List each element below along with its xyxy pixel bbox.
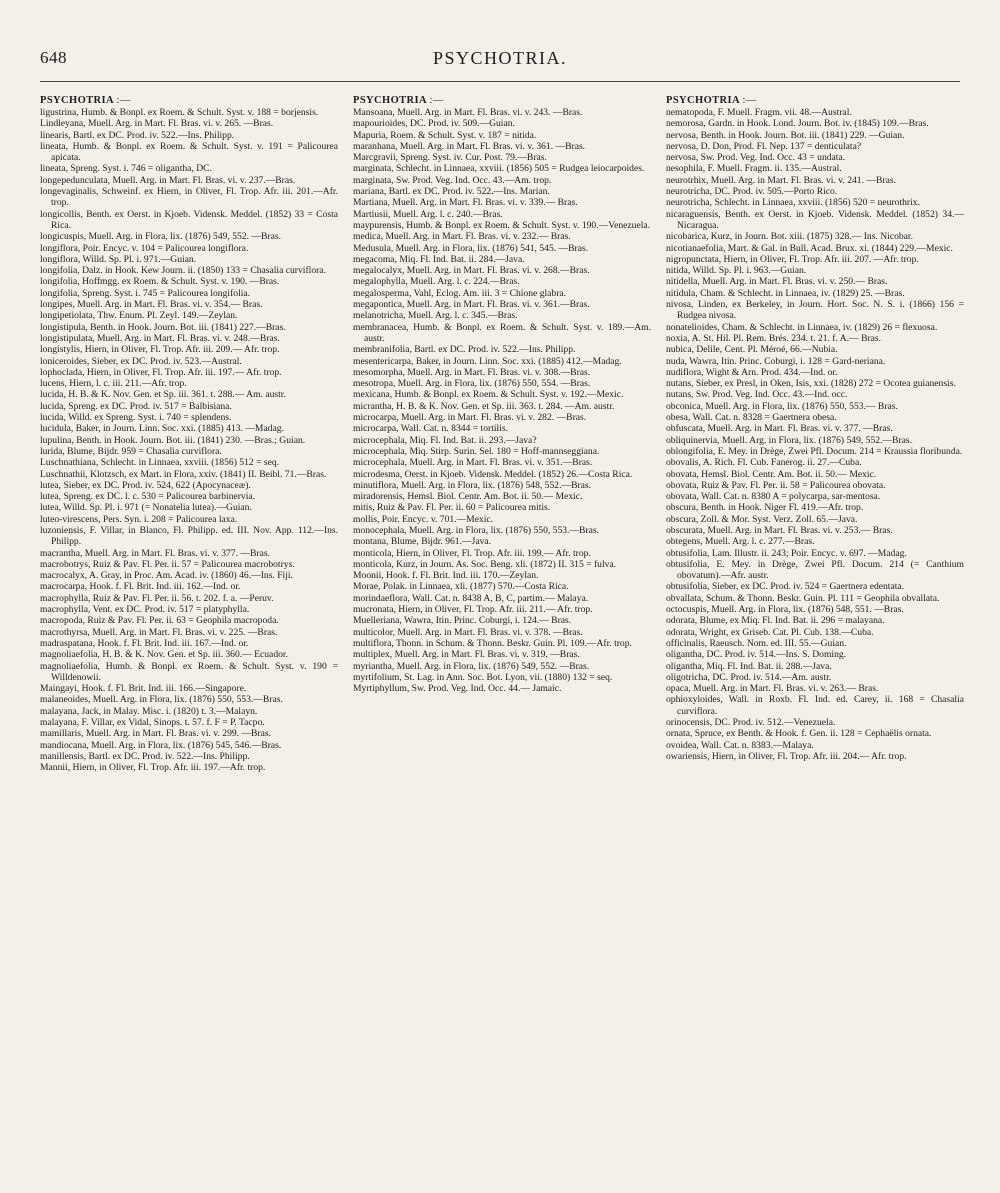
index-entry: myriantha, Muell. Arg. in Flora, lix. (1876) 549, 552. —Bras. xyxy=(353,660,590,672)
index-entry: membranacea, Humb. & Bonpl. ex Roem. & Schult. Syst. v. 189.—Am. austr. xyxy=(353,321,651,344)
index-entry: ligustrina, Humb. & Bonpl. ex Roem. & Schult. Syst. v. 188 = borjensis. xyxy=(40,107,319,118)
index-entry: obovata, Wall. Cat. n. 8380 A = polycarpa, sar-mentosa. xyxy=(666,491,881,503)
index-entry: obtegens, Muell. Arg. l. c. 277.—Bras. xyxy=(666,536,815,548)
index-entry: oligantha, DC. Prod. iv. 514.—Ins. S. Doming. xyxy=(666,649,847,661)
index-entry: nervosa, D. Don, Prod. Fl. Nep. 137 = denticulata? xyxy=(666,140,862,152)
index-entry: longistipula, Benth. in Hook. Journ. Bot. iii. (1841) 227.—Bras. xyxy=(40,321,286,333)
index-entry: longiflora, Poir. Encyc. v. 104 = Palicourea longiflora. xyxy=(40,242,249,254)
index-entry: melanotricha, Muell. Arg. l. c. 345.—Bras. xyxy=(353,310,518,322)
index-entry: macrocarpa, Hook. f. Fl. Brit. Ind. iii. 162.—Ind. or. xyxy=(40,581,241,593)
index-entry: medica, Muell. Arg. in Mart. Fl. Bras. vi. v. 232.— Bras. xyxy=(353,231,571,243)
index-entry: longifolia, Hoffmgg. ex Roem. & Schult. Syst. v. 190. —Bras. xyxy=(40,276,280,288)
index-entry: microcephala, Miq. Stirp. Surin. Sel. 180 = Hoff-mannseggiana. xyxy=(353,445,600,457)
index-entry: owariensis, Hiern, in Oliver, Fl. Trop. Afr. iii. 204.— Afr. trop. xyxy=(666,750,907,762)
index-entry: nonatelioides, Cham. & Schlecht. in Linnaea, iv. (1829) 26 = flexuosa. xyxy=(666,321,938,333)
index-entry: nesophila, F. Muell. Fragm. ii. 135.—Austral. xyxy=(666,163,842,175)
index-entry: macropoda, Ruiz & Pav. Fl. Per. ii. 63 = Geophila macropoda. xyxy=(40,615,279,627)
column-heading-separator: :— xyxy=(742,95,757,106)
index-entry: monticola, Kurz, in Journ. As. Soc. Beng. xli. (1872) II. 315 = fulva. xyxy=(353,558,617,570)
index-entry: Muelleriana, Wawra, Itin. Princ. Coburgi, i. 124.— Bras. xyxy=(353,615,572,627)
index-entry: lurida, Blume, Bijdr. 959 = Chasalia curviflora. xyxy=(40,445,222,457)
index-entry: nitidula, Cham. & Schlecht. in Linnaea, iv. (1829) 25. —Bras. xyxy=(666,287,905,299)
index-entry: mariana, Bartl. ex DC. Prod. iv. 522.—Ins. Marian. xyxy=(353,186,550,198)
index-entry: macrothyrsa, Muell. Arg. in Mart. Fl. Bras. vi. v. 225. —Bras. xyxy=(40,626,278,638)
index-entry: Luschnathii, Klotzsch, ex Mart. in Flora, xxiv. (1841) II. Beibl. 71.—Bras. xyxy=(40,468,327,480)
index-entry: nervosa, Sw. Prod. Veg. Ind. Occ. 43 = undata. xyxy=(666,152,846,164)
index-entry: minutiflora, Muell. Arg. in Flora, lix. (1876) 548, 552.—Bras. xyxy=(353,479,592,491)
index-entry: megalocalyx, Muell. Arg. in Mart. Fl. Bras. vi. v. 268.—Bras. xyxy=(353,265,590,277)
index-entry: monticola, Hiern, in Oliver, Fl. Trop. Afr. iii. 199.— Afr. trop. xyxy=(353,547,591,559)
index-entry: manillensis, Bartl. ex DC. Prod. iv. 522.—Ins. Philipp. xyxy=(40,750,250,762)
index-entry: nitidella, Muell. Arg. in Mart. Fl. Bras. vi. v. 250.— Bras. xyxy=(666,276,888,288)
index-entry: myrtifolium, St. Lag. in Ann. Soc. Bot. Lyon, vii. (1880) 132 = seq. xyxy=(353,671,613,683)
index-entry: obliquinervia, Muell. Arg. in Flora, lix. (1876) 549, 552.—Bras. xyxy=(666,434,913,446)
index-entry: ornata, Spruce, ex Benth. & Hook. f. Gen. ii. 128 = Cephaëlis ornata. xyxy=(666,728,932,740)
index-entry: nitida, Willd. Sp. Pl. i. 963.—Guian. xyxy=(666,265,807,277)
index-entry: macrophylla, Vent. ex DC. Prod. iv. 517 = platyphylla. xyxy=(40,604,250,616)
index-entry: obscura, Benth. in Hook. Niger Fl. 419.—Afr. trop. xyxy=(666,502,864,514)
index-entry: marginata, Sw. Prod. Veg. Ind. Occ. 43.—Am. trop. xyxy=(353,174,552,186)
index-entry: lutea, Spreng. ex DC. l. c. 530 = Palicourea barbinervia. xyxy=(40,491,256,503)
column-heading-genus: PSYCHOTRIA xyxy=(353,95,427,106)
index-entry: mucronata, Hiern, in Oliver, Fl. Trop. Afr. iii. 211.— Afr. trop. xyxy=(353,604,593,616)
index-entry: obtusifolia, Sieber, ex DC. Prod. iv. 524 = Gaertnera edentata. xyxy=(666,581,905,593)
column-heading xyxy=(40,95,338,107)
index-entry: obovata, Ruiz & Pav. Fl. Per. ii. 58 = Palicourea obovata. xyxy=(666,479,886,491)
index-entry: nicotianaefolia, Mart. & Gal. in Bull. Acad. Brux. xi. (1844) 229.—Mexic. xyxy=(666,242,953,254)
index-entry: monocephala, Muell. Arg. in Flora, lix. (1876) 550, 553.—Bras. xyxy=(353,524,600,536)
index-entry: lophoclada, Hiern, in Oliver, Fl. Trop. Afr. iii. 197.— Afr. trop. xyxy=(40,366,282,378)
index-entry: macrocalyx, A. Gray, in Proc. Am. Acad. iv. (1860) 46.—Ins. Fiji. xyxy=(40,570,293,582)
index-entry: nubica, Delile, Cent. Pl. Méroé, 66.—Nubia. xyxy=(666,344,838,356)
entry-list xyxy=(40,107,338,774)
column-heading xyxy=(353,95,651,107)
index-entry: macrophylla, Ruiz & Pav. Fl. Per. ii. 56. t. 202. f. a. —Peruv. xyxy=(40,592,274,604)
index-entry: ovoidea, Wall. Cat. n. 8383.—Malaya. xyxy=(666,739,814,751)
index-entry: mamillaris, Muell. Arg. in Mart. Fl. Bras. vi. v. 299. —Bras. xyxy=(40,728,272,740)
index-entry: longistipulata, Muell. Arg. in Mart. Fl. Bras. vi. v. 248.—Bras. xyxy=(40,332,280,344)
index-entry: longepedunculata, Muell. Arg. in Mart. Fl. Bras. vi. v. 237.—Bras. xyxy=(40,174,296,186)
index-entry: neurotricha, Schlecht. in Linnaea, xxviii. (1856) 520 = neurothrix. xyxy=(666,197,920,209)
index-entry: multiplex, Muell. Arg. in Mart. Fl. Bras. vi. v. 319. —Bras. xyxy=(353,649,580,661)
index-entry: oligotricha, DC. Prod. iv. 514.—Am. austr. xyxy=(666,671,832,683)
index-entry: lucens, Hiern, l. c. iii. 211.—Afr. trop. xyxy=(40,378,187,390)
index-entry: mexicana, Humb. & Bonpl. ex Roem. & Schult. Syst. v. 192.—Mexic. xyxy=(353,389,624,401)
index-entry: obovata, Hemsl. Biol. Centr. Am. Bot. ii. 50.— Mexic. xyxy=(666,468,877,480)
index-entry: morindaeflora, Wall. Cat. n. 8438 A, B, C, partim.— Malaya. xyxy=(353,592,589,604)
index-entry: marginata, Schlecht. in Linnaea, xxviii. (1856) 505 = Rudgea leiocarpoides. xyxy=(353,163,645,175)
column-heading xyxy=(666,95,964,107)
index-entry: nivosa, Linden, ex Berkeley, in Journ. Hort. Soc. N. S. i. (1866) 156 = Rudgea nivosa. xyxy=(666,299,964,322)
index-entry: membranifolia, Bartl. ex DC. Prod. iv. 522.—Ins. Philipp. xyxy=(353,344,576,356)
index-entry: ophioxyloides, Wall. in Roxb. Fl. Ind. ed. Carey, ii. 168 = Chasalia curviflora. xyxy=(666,694,964,717)
index-column-3 xyxy=(666,95,964,762)
index-entry: maranhana, Muell. Arg. in Mart. Fl. Bras. vi. v. 361. —Bras. xyxy=(353,140,586,152)
index-entry: oblongifolia, E. Mey. in Drège, Zwei Pfl. Docum. 214 = Kraussia floribunda. xyxy=(666,445,963,457)
index-entry: Mannii, Hiern, in Oliver, Fl. Trop. Afr. iii. 197.—Afr. trop. xyxy=(40,762,266,774)
index-entry: magnoliaefolia, Humb. & Bonpl. ex Roem. & Schult. Syst. v. 190 = Willdenowii. xyxy=(40,660,338,683)
index-entry: microdesma, Oerst. in Kjoeb. Vidensk. Meddel. (1852) 26.—Costa Rica. xyxy=(353,468,633,480)
index-entry: obovalis, A. Rich. Fl. Cub. Fanerog. ii. 27.—Cuba. xyxy=(666,457,862,469)
column-heading-genus: PSYCHOTRIA xyxy=(666,95,740,106)
index-entry: odorata, Blume, ex Miq. Fl. Ind. Bat. ii. 296 = malayana. xyxy=(666,615,885,627)
index-entry: obtusifolia, E. Mey. in Drège, Zwei Pfl. Docum. 214 (= Canthium obovatum).—Afr. austr. xyxy=(666,558,964,582)
index-entry: megalophylla, Muell. Arg. l. c. 224.—Bras. xyxy=(353,276,520,288)
index-entry: nudiflora, Wight & Arn. Prod. 434.—Ind. or. xyxy=(666,366,838,378)
index-entry: longevaginalis, Schweinf. ex Hiern, in Oliver, Fl. Trop. Afr. iii. 201.—Afr. trop. xyxy=(40,186,338,209)
index-entry: megapontica, Muell. Arg. in Mart. Fl. Bras. vi. v. 361.—Bras. xyxy=(353,299,590,311)
index-entry: lutea, Willd. Sp. Pl. i. 971 (= Nonatelia lutea).—Guian. xyxy=(40,502,252,514)
index-entry: micrantha, H. B. & K. Nov. Gen. et Sp. iii. 363. t. 284. —Am. austr. xyxy=(353,400,615,412)
index-entry: maypurensis, Humb. & Bonpl. ex Roem. & Schult. Syst. v. 190.—Venezuela. xyxy=(353,219,651,231)
index-entry: oligantha, Miq. Fl. Ind. Bat. ii. 288.—Java. xyxy=(666,660,832,672)
index-entry: nicobarica, Kurz, in Journ. Bot. xiii. (1875) 328.— Ins. Nicobar. xyxy=(666,231,913,243)
index-entry: obscurata, Muell. Arg. in Mart. Fl. Bras. vi. v. 253.— Bras. xyxy=(666,524,893,536)
index-entry: neurotricha, DC. Prod. iv. 505.—Porto Rico. xyxy=(666,186,838,198)
index-entry: malaneoides, Muell. Arg. in Flora, lix. (1876) 550, 553.—Bras. xyxy=(40,694,283,706)
entry-list xyxy=(666,107,964,762)
column-heading-separator: :— xyxy=(429,95,444,106)
index-entry: microcarpa, Muell. Arg. in Mart. Fl. Bras. vi. v. 282. —Bras. xyxy=(353,412,587,424)
index-entry: longistylis, Hiern, in Oliver, Fl. Trop. Afr. iii. 209.— Afr. trop. xyxy=(40,344,280,356)
index-entry: opaca, Muell. Arg. in Mart. Fl. Bras. vi. v. 263.— Bras. xyxy=(666,683,879,695)
page-header xyxy=(40,48,960,78)
index-entry: neurotrhix, Muell. Arg. in Mart. Fl. Bras. vi. v. 241. —Bras. xyxy=(666,174,896,186)
index-entry: lupulina, Benth. in Hook. Journ. Bot. iii. (1841) 230. —Bras.; Guian. xyxy=(40,434,306,446)
index-entry: obfuscata, Muell. Arg. in Mart. Fl. Bras. vi. v. 377. —Bras. xyxy=(666,423,893,435)
index-entry: nigropunctata, Hiern, in Oliver, Fl. Trop. Afr. iii. 207. —Afr. trop. xyxy=(666,253,919,265)
index-entry: Moonii, Hook. f. Fl. Brit. Ind. iii. 170.—Zeylan. xyxy=(353,570,539,582)
index-entry: magnoliaefolia, H. B. & K. Nov. Gen. et Sp. iii. 360.— Ecuador. xyxy=(40,649,288,661)
index-entry: megalosperma, Vahl, Eclog. Am. iii. 3 = Chione glabra. xyxy=(353,287,567,299)
index-entry: Martiana, Muell. Arg. in Mart. Fl. Bras. vi. v. 339.— Bras. xyxy=(353,197,578,209)
index-entry: nutans, Sw. Prod. Veg. Ind. Occ. 43.—Ind. occ. xyxy=(666,389,848,401)
index-entry: mesentericarpa, Baker, in Journ. Linn. Soc. xxi. (1885) 412.—Madag. xyxy=(353,355,622,367)
index-entry: Lindleyana, Muell. Arg. in Mart. Fl. Bras. vi. v. 265. —Bras. xyxy=(40,118,274,130)
index-column-2 xyxy=(353,95,651,694)
index-entry: Martiusii, Muell. Arg. l. c. 240.—Bras. xyxy=(353,208,503,220)
index-entry: nemorosa, Gardn. in Hook. Lond. Journ. Bot. iv. (1845) 109.—Bras. xyxy=(666,118,929,130)
index-entry: montana, Blume, Bijdr. 961.—Java. xyxy=(353,536,492,548)
index-entry: mollis, Poir. Encyc. v. 701.—Mexic. xyxy=(353,513,494,525)
index-entry: Myrtiphyllum, Sw. Prod. Veg. Ind. Occ. 44.— Jamaic. xyxy=(353,683,562,695)
index-entry: lucida, Willd. ex Spreng. Syst. i. 740 = splendens. xyxy=(40,412,232,424)
index-entry: linearis, Bartl. ex DC. Prod. iv. 522.—Ins. Philipp. xyxy=(40,129,235,141)
index-entry: obvallata, Schum. & Thonn. Beskr. Guin. Pl. 111 = Geophila obvallata. xyxy=(666,592,940,604)
index-entry: nicaraguensis, Benth. ex Oerst. in Kjoeb. Vidensk. Meddel. (1852) 34.—Nicaragua. xyxy=(666,208,964,231)
index-entry: Maingayi, Hook. f. Fl. Brit. Ind. iii. 166.—Singapore. xyxy=(40,683,247,695)
index-entry: officinalis, Raeusch. Nom. ed. III. 55.—Guian. xyxy=(666,637,847,649)
index-entry: octocuspis, Muell. Arg. in Flora, lix. (1876) 548, 551. —Bras. xyxy=(666,604,904,616)
index-entry: longiflora, Willd. Sp. Pl. i. 971.—Guian. xyxy=(40,253,197,265)
index-entry: multiflora, Thonn. in Schum. & Thonn. Beskr. Guin. Pl. 109.—Afr. trop. xyxy=(353,637,632,649)
index-entry: macrantha, Muell. Arg. in Mart. Fl. Bras. vi. v. 377. —Bras. xyxy=(40,547,270,559)
index-entry: microcephala, Miq. Fl. Ind. Bat. ii. 293.—Java? xyxy=(353,434,537,446)
index-entry: lineata, Spreng. Syst. i. 746 = oligantha, DC. xyxy=(40,163,212,175)
index-entry: luzoniensis, F. Villar, in Blanco, Fl. Philipp. ed. III. Nov. App. 112.—Ins. Philipp. xyxy=(40,524,338,548)
index-entry: obscura, Zoll. & Mor. Syst. Verz. Zoll. 65.—Java. xyxy=(666,513,858,525)
page-number: 648 xyxy=(40,48,67,67)
index-entry: longicollis, Benth. ex Oerst. in Kjoeb. Vidensk. Meddel. (1852) 33 = Costa Rica. xyxy=(40,208,338,231)
index-entry: Mansoana, Muell. Arg. in Mart. Fl. Bras. vi. v. 243. —Bras. xyxy=(353,107,583,118)
index-entry: mesomorpha, Muell. Arg. in Mart. Fl. Bras. vi. v. 308.—Bras. xyxy=(353,366,591,378)
index-entry: Medusula, Muell. Arg. in Flora, lix. (1876) 541, 545. —Bras. xyxy=(353,242,589,254)
index-entry: noxia, A. St. Hil. Pl. Rem. Brés. 234. t. 21. f. A.— Bras. xyxy=(666,332,882,344)
index-entry: lucida, Spreng. ex DC. Prod. iv. 517 = Balbisiana. xyxy=(40,400,232,412)
index-entry: Luschnathiana, Schlecht. in Linnaea, xxviii. (1856) 512 = seq. xyxy=(40,457,280,469)
index-entry: orinocensis, DC. Prod. iv. 512.—Venezuela. xyxy=(666,717,836,729)
index-entry: nutans, Sieber, ex Presl, in Oken, Isis, xxi. (1828) 272 = Ocotea guianensis. xyxy=(666,378,956,390)
index-entry: luteo-virescens, Pers. Syn. i. 208 = Palicourea laxa. xyxy=(40,513,238,525)
index-entry: nervosa, Benth. in Hook. Journ. Bot. iii. (1841) 229. —Guian. xyxy=(666,129,905,141)
index-entry: miradorensis, Hemsl. Biol. Centr. Am. Bot. ii. 50.— Mexic. xyxy=(353,491,583,503)
index-entry: malayana, Jack, in Malay. Misc. i. (1820) t. 3.—Malayn. xyxy=(40,705,258,717)
index-entry: microcarpa, Wall. Cat. n. 8344 = tortilis. xyxy=(353,423,508,435)
index-entry: Marcgravii, Spreng. Syst. iv. Cur. Post. 79.—Bras. xyxy=(353,152,547,164)
index-entry: longifolia, Spreng. Syst. i. 745 = Palicourea longifolia. xyxy=(40,287,251,299)
index-entry: mesotropa, Muell. Arg. in Flora, lix. (1876) 550, 554. —Bras. xyxy=(353,378,591,390)
index-entry: longifolia, Dalz. in Hook. Kew Journ. ii. (1850) 133 = Chasalia curviflora. xyxy=(40,265,326,277)
index-entry: mapourioides, DC. Prod. iv. 509.—Guian. xyxy=(353,118,515,130)
index-entry: mitis, Ruiz & Pav. Fl. Per. ii. 60 = Palicourea mitis. xyxy=(353,502,551,514)
running-head: PSYCHOTRIA. xyxy=(432,48,568,68)
index-entry: lucidula, Baker, in Journ. Linn. Soc. xxi. (1885) 413. —Madag. xyxy=(40,423,284,435)
index-entry: nuda, Wawra, Itin. Princ. Coburgi, i. 128 = Gard-neriana. xyxy=(666,355,886,367)
index-entry: madraspatana, Hook. f. Fl. Brit. Ind. iii. 167.—Ind. or. xyxy=(40,637,249,649)
index-entry: longipes, Muell. Arg. in Mart. Fl. Bras. vi. v. 354.— Bras. xyxy=(40,299,263,311)
index-entry: obtusifolia, Lam. Illustr. ii. 243; Poir. Encyc. v. 697. —Madag. xyxy=(666,547,907,559)
index-entry: obesa, Wall. Cat. n. 8328 = Gaertnera obesa. xyxy=(666,412,837,424)
column-heading-separator: :— xyxy=(116,95,131,106)
index-entry: longicuspis, Muell. Arg. in Flora, lix. (1876) 549, 552. —Bras. xyxy=(40,231,281,243)
index-entry: multicolor, Muell. Arg. in Mart. Fl. Bras. vi. v. 378. —Bras. xyxy=(353,626,583,638)
index-entry: lineata, Humb. & Bonpl. ex Roem. & Schult. Syst. v. 191 = Palicourea apicata. xyxy=(40,140,338,164)
index-entry: loniceroides, Sieber, ex DC. Prod. iv. 523.—Austral. xyxy=(40,355,242,367)
index-entry: longipetiolata, Thw. Enum. Pl. Zeyl. 149.—Zeylan. xyxy=(40,310,238,322)
index-entry: lucida, H. B. & K. Nov. Gen. et Sp. iii. 361. t. 288.— Am. austr. xyxy=(40,389,286,401)
entry-list xyxy=(353,107,651,694)
index-entry: lutea, Sieber, ex DC. Prod. iv. 524, 622 (Apocynaceæ). xyxy=(40,479,251,491)
index-entry: Mapuria, Roem. & Schult. Syst. v. 187 = nitida. xyxy=(353,129,537,141)
index-entry: nematopoda, F. Muell. Fragm. vii. 48.—Austral. xyxy=(666,107,852,118)
index-entry: macrobotrys, Ruiz & Pav. Fl. Per. ii. 57 = Palicourea macrobotrys. xyxy=(40,558,295,570)
header-rule xyxy=(40,81,960,82)
index-entry: odorata, Wright, ex Griseb. Cat. Pl. Cub. 138.—Cuba. xyxy=(666,626,874,638)
index-entry: mandiocana, Muell. Arg. in Flora, lix. (1876) 545, 546.—Bras. xyxy=(40,739,282,751)
index-entry: microcephala, Muell. Arg. in Mart. Fl. Bras. vi. v. 351.—Bras. xyxy=(353,457,593,469)
index-entry: megacoma, Miq. Fl. Ind. Bat. ii. 284.—Java. xyxy=(353,253,525,265)
index-entry: malayana, F. Villar, ex Vidal, Sinops. t. 57. f. F = P. Tacpo. xyxy=(40,717,265,729)
column-heading-genus: PSYCHOTRIA xyxy=(40,95,114,106)
index-entry: obconica, Muell. Arg. in Flora, lix. (1876) 550, 553.— Bras. xyxy=(666,400,898,412)
index-entry: Morae, Polak. in Linnaea, xli. (1877) 570.—Costa Rica. xyxy=(353,581,569,593)
index-column-1 xyxy=(40,95,338,774)
